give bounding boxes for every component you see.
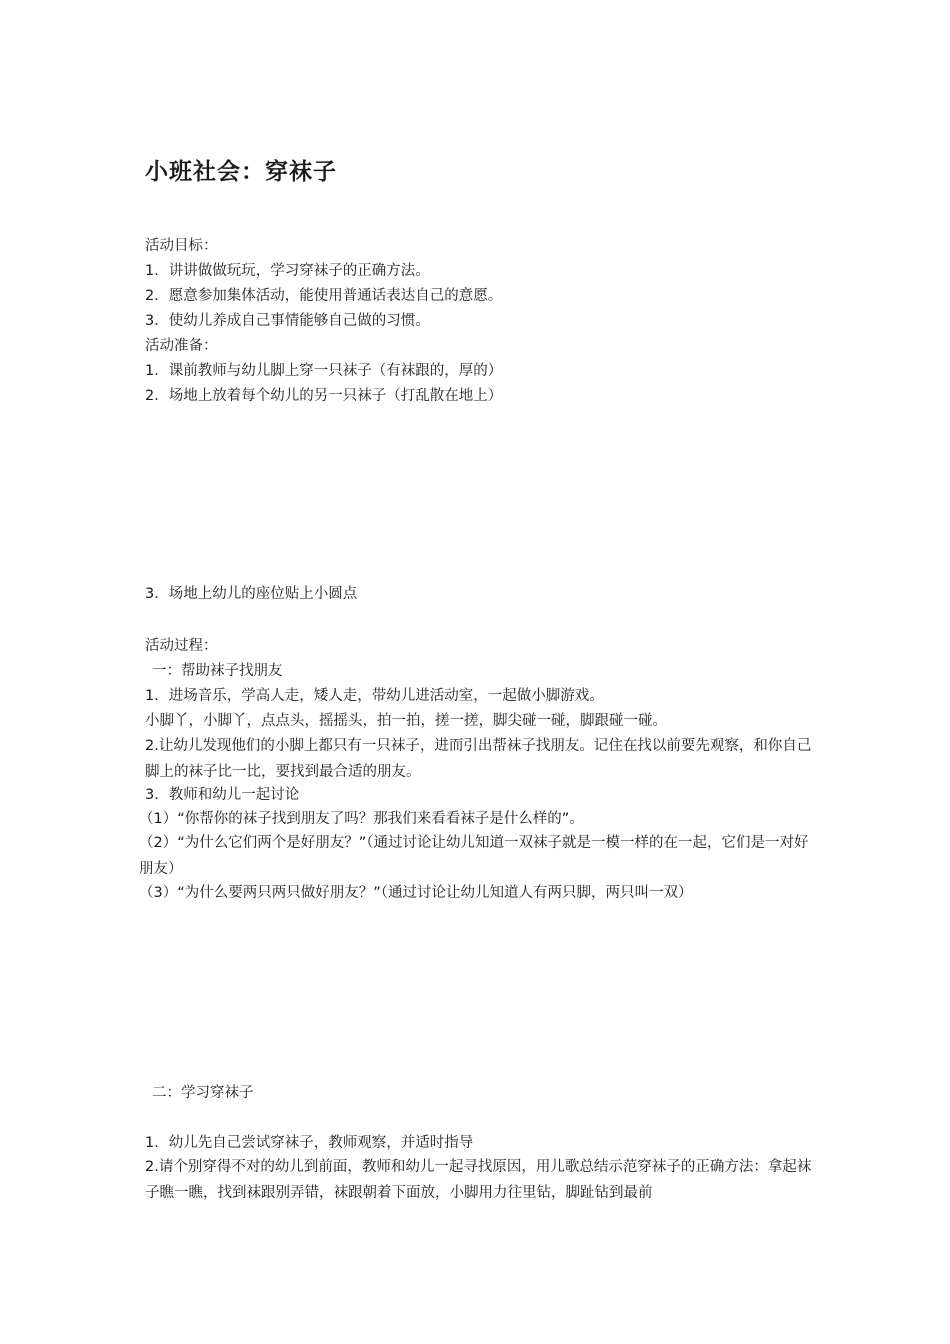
part2-step-1: 1．幼儿先自己尝试穿袜子，教师观察，并适时指导 [145, 1135, 474, 1151]
part2-step-2: 2.请个别穿得不对的幼儿到前面，教师和幼儿一起寻找原因，用儿歌总结示范穿袜子的正确方法：拿起袜子瞧一瞧，找到袜跟别弄错，袜跟朝着下面放，小脚用力往里钻，脚趾钻到最前 [145, 1159, 812, 1201]
discussion-question-1: （1）“你帮你的袜子找到朋友了吗？那我们来看看袜子是什么样的”。 [139, 811, 584, 827]
part1-heading: 一：帮助袜子找朋友 [152, 663, 283, 679]
goal-item-2: 2．愿意参加集体活动，能使用普通话表达自己的意愿。 [145, 288, 503, 304]
preparation-heading: 活动准备： [145, 338, 218, 354]
goal-item-1: 1．讲讲做做玩玩，学习穿袜子的正确方法。 [145, 263, 430, 279]
process-heading: 活动过程： [145, 638, 218, 654]
discussion-question-3: （3）“为什么要两只两只做好朋友？”（通过讨论让幼儿知道人有两只脚，两只叫一双） [139, 885, 693, 901]
discussion-question-2: （2）“为什么它们两个是好朋友？”（通过讨论让幼儿知道一双袜子就是一模一样的在一起，它们是一对好朋友） [139, 835, 809, 877]
preparation-item-1: 1．课前教师与幼儿脚上穿一只袜子（有袜跟的，厚的） [145, 363, 503, 379]
goal-item-3: 3．使幼儿养成自己事情能够自己做的习惯。 [145, 313, 430, 329]
preparation-item-3: 3．场地上幼儿的座位贴上小圆点 [145, 586, 358, 602]
preparation-item-2: 2．场地上放着每个幼儿的另一只袜子（打乱散在地上） [145, 388, 503, 404]
part1-step-2: 2.让幼儿发现他们的小脚上都只有一只袜子，进而引出帮袜子找朋友。记住在找以前要先观察，和你自己脚上的袜子比一比，要找到最合适的朋友。 [145, 738, 812, 780]
document-title: 小班社会：穿袜子 [145, 159, 337, 185]
goals-heading: 活动目标： [145, 238, 218, 254]
rhyme-text: 小脚丫，小脚丫，点点头，摇摇头，拍一拍，搓一搓，脚尖碰一碰，脚跟碰一碰。 [145, 713, 667, 729]
part1-step-3: 3．教师和幼儿一起讨论 [145, 787, 300, 803]
part2-heading: 二：学习穿袜子 [152, 1085, 254, 1101]
part1-step-1: 1．进场音乐，学高人走，矮人走，带幼儿进活动室，一起做小脚游戏。 [145, 688, 604, 704]
